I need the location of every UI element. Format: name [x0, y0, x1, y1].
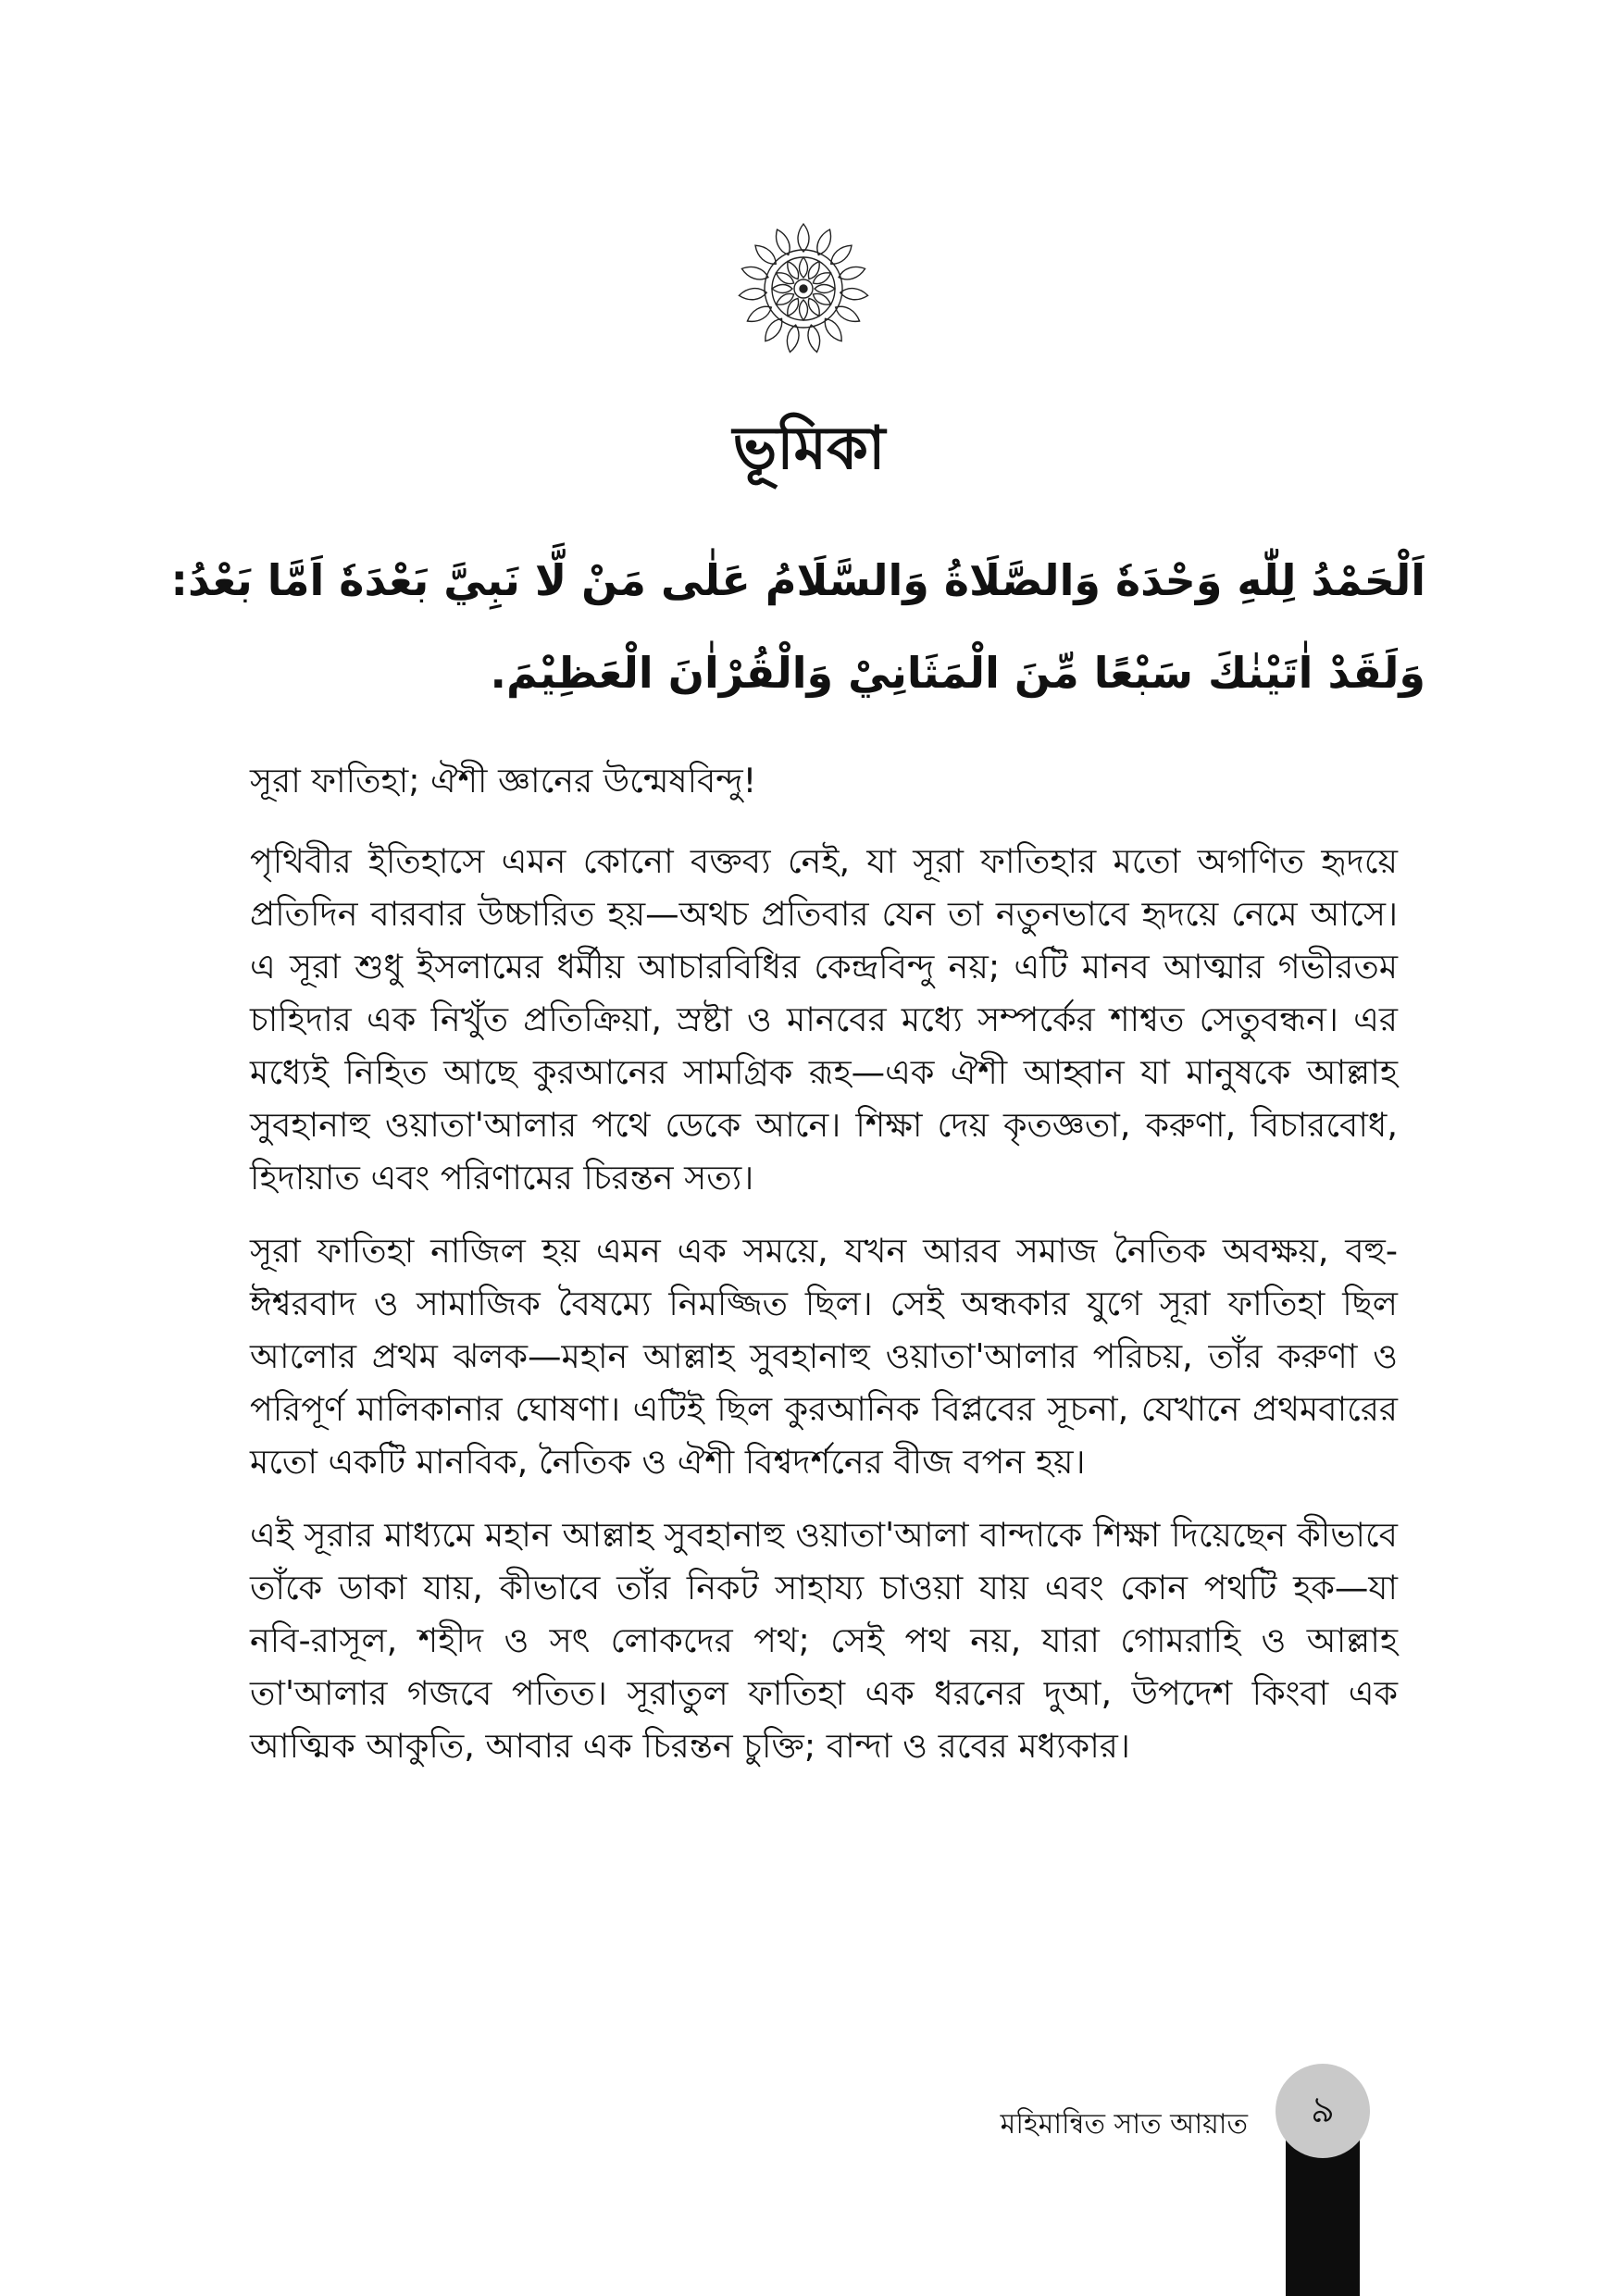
page-title: ভূমিকা: [732, 415, 886, 483]
arabic-praise-line: اَلْحَمْدُ لِلّٰهِ وَحْدَهٗ وَالصَّلَاةُ وَالسَّلَامُ عَلٰى مَنْ لَّا نَبِيَّ بَعْدَهٗ اَمَّا بَعْدُ:: [170, 555, 1425, 605]
paragraph-2: সূরা ফাতিহা নাজিল হয় এমন এক সময়ে, যখন আরব সমাজ নৈতিক অবক্ষয়, বহু-ঈশ্বরবাদ ও সামাজিক বৈষম্যে নিমজ্জিত ছিল। সেই অন্ধকার যুগে সূরা ফাতিহা ছিল আলোর প্রথম ঝলক—মহান আল্লাহ সুবহানাহু ওয়াতা'আলার পরিচয়, তাঁর করুণা ও পরিপূর্ণ মালিকানার ঘোষণা। এটিই ছিল কুরআনিক বিপ্লবের সূচনা, যেখানে প্রথমবারের মতো একটি মানবিক, নৈতিক ও ঐশী বিশ্বদর্শনের বীজ বপন হয়।: [250, 1231, 1398, 1482]
page-number: ৯: [1311, 2089, 1335, 2131]
floral-mandala-icon: [735, 220, 872, 357]
page-number-tab: [1276, 2064, 1370, 2296]
paragraph-3: এই সূরার মাধ্যমে মহান আল্লাহ সুবহানাহু ওয়াতা'আলা বান্দাকে শিক্ষা দিয়েছেন কীভাবে তাঁকে ডাকা যায়, কীভাবে তাঁর নিকট সাহায্য চাওয়া যায় এবং কোন পথটি হক—যা নবি-রাসূল, শহীদ ও সৎ লোকদের পথ; সেই পথ নয়, যারা গোমরাহি ও আল্লাহ তা'আলার গজবে পতিত। সূরাতুল ফাতিহা এক ধরনের দুআ, উপদেশ কিংবা এক আত্মিক আকুতি, আবার এক চিরন্তন চুক্তি; বান্দা ও রবের মধ্যকার।: [250, 1515, 1398, 1766]
running-footer-title: মহিমান্বিত সাত আয়াত: [1000, 2108, 1248, 2141]
lead-line: সূরা ফাতিহা; ঐশী জ্ঞানের উন্মেষবিন্দু!: [250, 761, 757, 800]
arabic-verse-line: وَلَقَدْ اٰتَيْنٰكَ سَبْعًا مِّنَ الْمَثَانِيْ وَالْقُرْاٰنَ الْعَظِيْمَ.: [490, 648, 1425, 698]
body-text: [250, 754, 1398, 1793]
paragraph-1: পৃথিবীর ইতিহাসে এমন কোনো বক্তব্য নেই, যা সূরা ফাতিহার মতো অগণিত হৃদয়ে প্রতিদিন বারবার উচ্চারিত হয়—অথচ প্রতিবার যেন তা নতুনভাবে হৃদয়ে নেমে আসে। এ সূরা শুধু ইসলামের ধর্মীয় আচারবিধির কেন্দ্রবিন্দু নয়; এটি মানব আত্মার গভীরতম চাহিদার এক নিখুঁত প্রতিক্রিয়া, স্রষ্টা ও মানবের মধ্যে সম্পর্কের শাশ্বত সেতুবন্ধন। এর মধ্যেই নিহিত আছে কুরআনের সামগ্রিক রূহ—এক ঐশী আহ্বান যা মানুষকে আল্লাহ সুবহানাহু ওয়াতা'আলার পথে ডেকে আনে। শিক্ষা দেয় কৃতজ্ঞতা, করুণা, বিচারবোধ, হিদায়াত এবং পরিণামের চিরন্তন সত্য।: [250, 841, 1398, 1198]
